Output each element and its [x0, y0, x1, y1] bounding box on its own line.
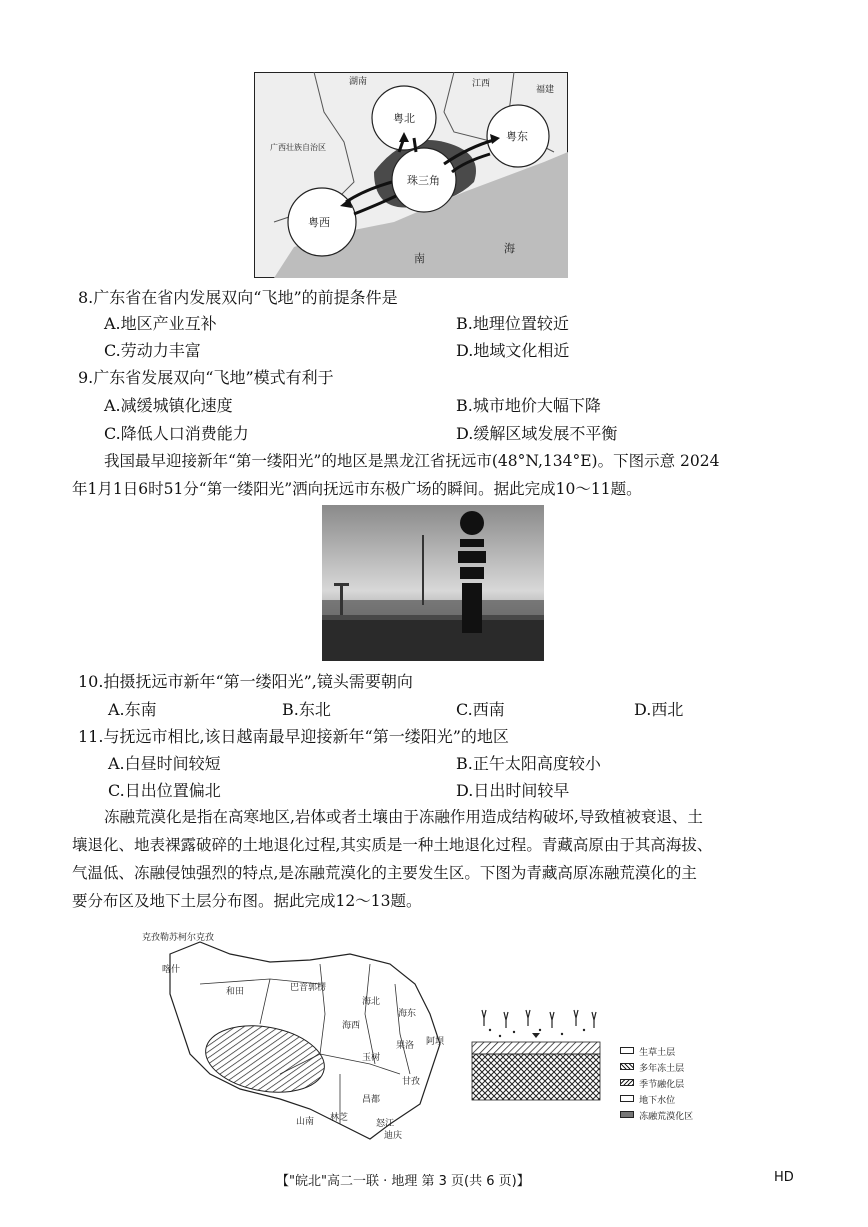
- svg-text:甘孜: 甘孜: [402, 1077, 421, 1087]
- svg-text:江西: 江西: [472, 79, 491, 89]
- svg-text:南: 南: [414, 252, 425, 265]
- passage2-line1: 我国最早迎接新年“第一缕阳光”的地区是黑龙江省抚远市(48°N,134°E)。下图示意 2024: [104, 452, 720, 470]
- svg-text:福建: 福建: [536, 85, 555, 95]
- q8-option-b[interactable]: B.地理位置较近: [456, 314, 569, 333]
- q10-option-b[interactable]: B.东北: [282, 700, 331, 719]
- svg-text:迪庆: 迪庆: [384, 1131, 403, 1141]
- legend-item: 地下水位: [620, 1088, 675, 1107]
- svg-text:粤北: 粤北: [393, 112, 415, 125]
- q9-option-a[interactable]: A.减缓城镇化速度: [104, 396, 233, 415]
- svg-text:巴音郭楞: 巴音郭楞: [290, 983, 327, 993]
- svg-text:克孜勒苏柯尔克孜: 克孜勒苏柯尔克孜: [142, 933, 215, 943]
- svg-text:果洛: 果洛: [396, 1041, 415, 1051]
- passage3-line2: 壤退化、地表裸露破碎的土地退化过程,其实质是一种土地退化过程。青藏高原由于其高海拔、: [72, 836, 713, 854]
- q8-stem: 8.广东省在省内发展双向“飞地”的前提条件是: [78, 288, 398, 307]
- q8-option-c[interactable]: C.劳动力丰富: [104, 341, 201, 360]
- q8-option-d[interactable]: D.地域文化相近: [456, 341, 570, 360]
- q9-option-b[interactable]: B.城市地价大幅下降: [456, 396, 601, 415]
- guangdong-map: [254, 72, 568, 278]
- sunrise-photo: [322, 505, 544, 661]
- legend-item: 季节融化层: [620, 1072, 684, 1091]
- q10-option-c[interactable]: C.西南: [456, 700, 505, 719]
- svg-text:粤西: 粤西: [308, 216, 330, 229]
- svg-text:湖南: 湖南: [349, 77, 368, 87]
- q11-stem: 11.与抚远市相比,该日越南最早迎接新年“第一缕阳光”的地区: [78, 727, 509, 746]
- svg-text:海北: 海北: [362, 997, 381, 1007]
- passage3-line1: 冻融荒漠化是指在高寒地区,岩体或者土壤由于冻融作用造成结构破坏,导致植被衰退、土: [104, 808, 703, 826]
- svg-text:喀什: 喀什: [162, 965, 181, 975]
- sun-sculpture: [460, 511, 484, 535]
- svg-text:海西: 海西: [342, 1021, 361, 1031]
- q10-option-a[interactable]: A.东南: [108, 700, 157, 719]
- q8-option-a[interactable]: A.地区产业互补: [104, 314, 217, 333]
- svg-text:阿坝: 阿坝: [426, 1037, 445, 1047]
- q11-option-c[interactable]: C.日出位置偏北: [108, 781, 221, 800]
- svg-text:山南: 山南: [296, 1117, 315, 1127]
- soil-profile-diagram: [470, 1006, 602, 1104]
- page-footer: 【"皖北"高二一联 · 地理 第 3 页(共 6 页)】: [276, 1174, 530, 1189]
- svg-text:海: 海: [504, 242, 515, 255]
- svg-text:和田: 和田: [226, 987, 245, 997]
- svg-text:广西壮族自治区: 广西壮族自治区: [270, 143, 326, 152]
- svg-text:粤东: 粤东: [506, 130, 528, 143]
- passage2-line2: 年1月1日6时51分“第一缕阳光”洒向抚远市东极广场的瞬间。据此完成10～11题。: [72, 480, 642, 498]
- grass-icons: [482, 1010, 596, 1028]
- svg-text:怒江: 怒江: [376, 1119, 395, 1129]
- legend-item: 多年冻土层: [620, 1056, 684, 1075]
- svg-text:林芝: 林芝: [330, 1113, 349, 1123]
- svg-text:珠三角: 珠三角: [407, 174, 440, 187]
- svg-text:玉树: 玉树: [362, 1053, 381, 1063]
- q11-option-b[interactable]: B.正午太阳高度较小: [456, 754, 601, 773]
- legend: [620, 1040, 740, 1120]
- legend-item: 生草土层: [620, 1040, 675, 1059]
- q9-stem: 9.广东省发展双向“飞地”模式有利于: [78, 368, 334, 387]
- q10-option-d[interactable]: D.西北: [634, 700, 684, 719]
- q11-option-d[interactable]: D.日出时间较早: [456, 781, 570, 800]
- q9-option-d[interactable]: D.缓解区域发展不平衡: [456, 424, 618, 443]
- tibet-plateau-map: [140, 924, 458, 1146]
- q10-stem: 10.拍摄抚远市新年“第一缕阳光”,镜头需要朝向: [78, 672, 413, 691]
- q11-option-a[interactable]: A.白昼时间较短: [108, 754, 221, 773]
- svg-text:海东: 海东: [398, 1009, 417, 1019]
- passage3-line4: 要分布区及地下土层分布图。据此完成12～13题。: [72, 892, 422, 910]
- legend-item: 冻融荒漠化区: [620, 1104, 693, 1123]
- svg-text:昌都: 昌都: [362, 1095, 381, 1105]
- q9-option-c[interactable]: C.降低人口消费能力: [104, 424, 249, 443]
- passage3-line3: 气温低、冻融侵蚀强烈的特点,是冻融荒漠化的主要发生区。下图为青藏高原冻融荒漠化的主: [72, 864, 697, 882]
- footer-code: HD: [774, 1170, 794, 1185]
